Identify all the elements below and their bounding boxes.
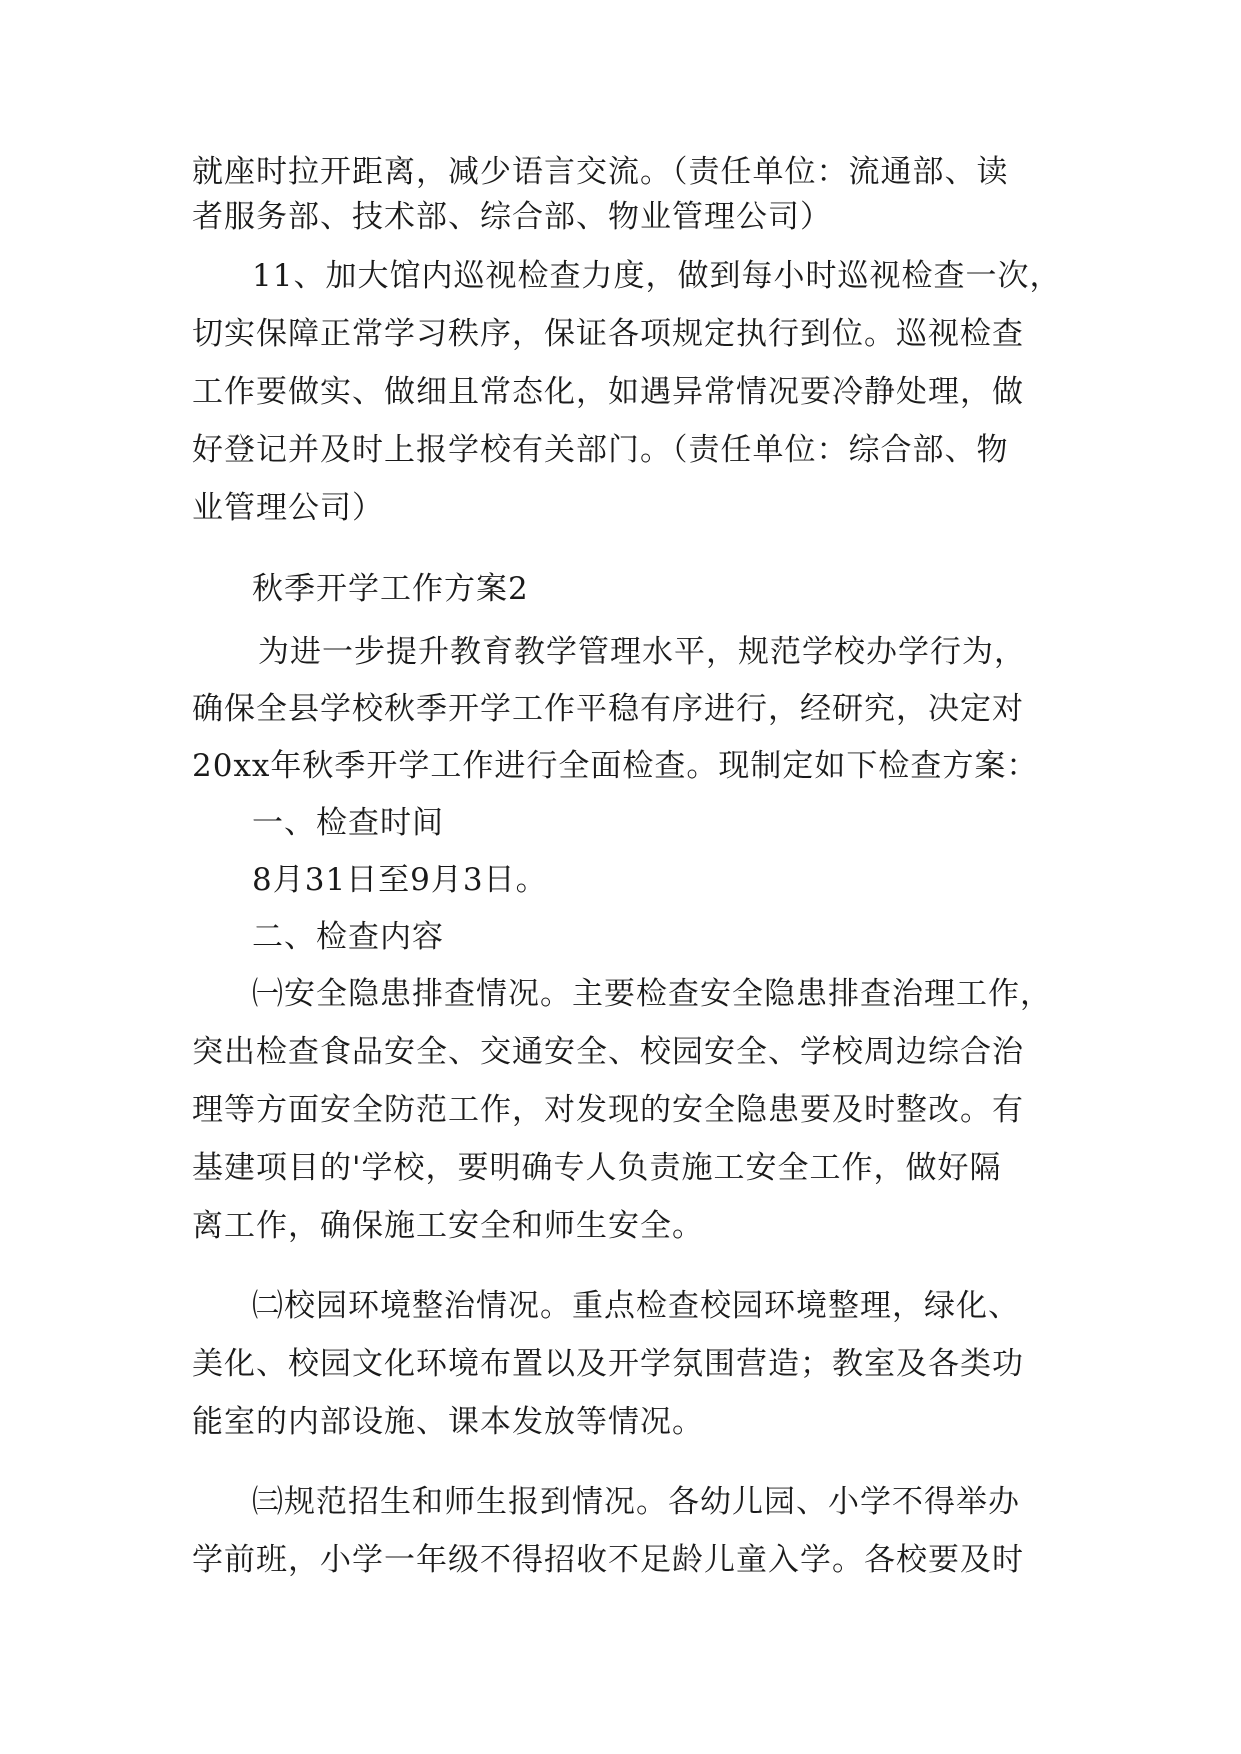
text-line: 突出检查食品安全、交通安全、校园安全、学校周边综合治 [192, 1034, 1024, 1070]
heading-line: 一、检查时间 [252, 805, 444, 841]
text-line: 工作要做实、做细且常态化，如遇异常情况要冷静处理，做 [192, 374, 1024, 410]
text-line: 业管理公司） [192, 490, 384, 526]
text-line: 美化、校园文化环境布置以及开学氛围营造；教室及各类功 [192, 1346, 1024, 1382]
text-line: 学前班，小学一年级不得招收不足龄儿童入学。各校要及时 [192, 1542, 1024, 1578]
text-line: 理等方面安全防范工作，对发现的安全隐患要及时整改。有 [192, 1092, 1024, 1128]
text-line: 离工作，确保施工安全和师生安全。 [192, 1208, 704, 1244]
text-line: ㈡校园环境整治情况。重点检查校园环境整理，绿化、 [252, 1288, 1020, 1324]
text-line: 者服务部、技术部、综合部、物业管理公司） [192, 199, 832, 235]
text-line: 11、加大馆内巡视检查力度，做到每小时巡视检查一次， [252, 258, 1062, 294]
text-line: ㈠安全隐患排查情况。主要检查安全隐患排查治理工作， [252, 976, 1052, 1012]
text-line: 基建项目的'学校，要明确专人负责施工安全工作，做好隔 [192, 1150, 1002, 1186]
text-line: 就座时拉开距离，减少语言交流。（责任单位：流通部、读 [192, 154, 1009, 190]
text-line: 好登记并及时上报学校有关部门。（责任单位：综合部、物 [192, 432, 1009, 468]
text-line: 8月31日至9月3日。 [252, 862, 548, 898]
text-line: 能室的内部设施、课本发放等情况。 [192, 1404, 704, 1440]
text-line: 为进一步提升教育教学管理水平，规范学校办学行为， [258, 634, 1026, 670]
text-line: ㈢规范招生和师生报到情况。各幼儿园、小学不得举办 [252, 1484, 1020, 1520]
text-line: 确保全县学校秋季开学工作平稳有序进行，经研究，决定对 [192, 691, 1024, 727]
heading-line: 二、检查内容 [252, 919, 444, 955]
text-line: 切实保障正常学习秩序，保证各项规定执行到位。巡视检查 [192, 316, 1024, 352]
section-title: 秋季开学工作方案2 [252, 571, 529, 607]
text-line: 20xx年秋季开学工作进行全面检查。现制定如下检查方案： [192, 748, 1039, 784]
